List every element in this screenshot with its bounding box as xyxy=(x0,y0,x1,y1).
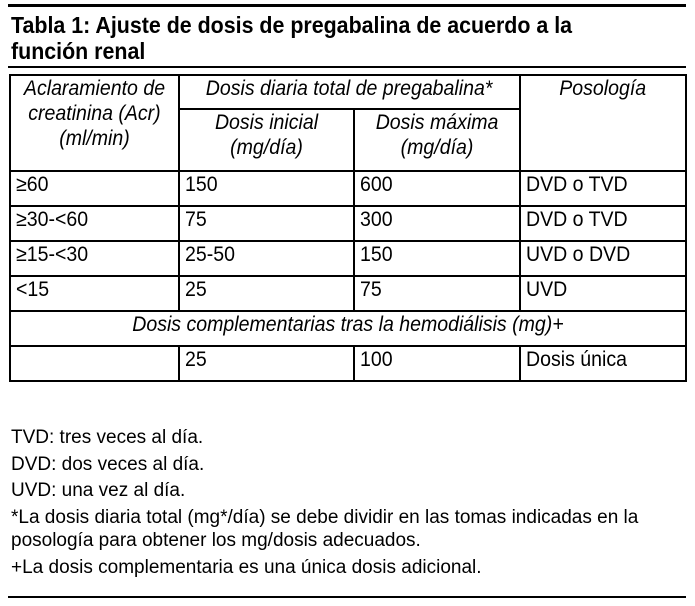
table-title: Tabla 1: Ajuste de dosis de pregabalina de acuerdo a la función renal xyxy=(11,12,573,64)
header-row-1 xyxy=(10,75,686,109)
table-row xyxy=(10,346,686,381)
cell-max-dose: 100 xyxy=(354,346,520,381)
footnote-tvd: TVD: tres veces al día. xyxy=(11,427,204,448)
top-rule xyxy=(8,4,686,7)
cell-initial-dose: 75 xyxy=(179,206,354,241)
cell-max-dose: 600 xyxy=(354,171,520,206)
bottom-rule xyxy=(8,596,686,598)
header-max-dose: Dosis máxima (mg/día) xyxy=(354,109,520,171)
cell-posology: Dosis única xyxy=(520,346,686,381)
footnote-daily-dose: *La dosis diaria total (mg*/día) se debe dividir en las tomas indicadas en la posología para obtener los mg/dosis adecuados. xyxy=(11,506,639,551)
cell-clearance: ≥60 xyxy=(10,171,179,206)
cell-initial-dose: 25 xyxy=(179,276,354,311)
cell-posology: DVD o TVD xyxy=(520,171,686,206)
header-initial-dose: Dosis inicial (mg/día) xyxy=(179,109,354,171)
cell-max-dose: 150 xyxy=(354,241,520,276)
cell-max-dose: 75 xyxy=(354,276,520,311)
footnote-uvd: UVD: una vez al día. xyxy=(11,480,186,501)
title-rule xyxy=(8,66,686,68)
header-clearance: Aclaramiento de creatinina (Acr) (ml/min) xyxy=(10,75,179,171)
header-daily-dose-group: Dosis diaria total de pregabalina* xyxy=(179,75,520,109)
footnote-complementary: +La dosis complementaria es una única dosis adicional. xyxy=(11,556,482,578)
cell-max-dose: 300 xyxy=(354,206,520,241)
footnote-dvd: DVD: dos veces al día. xyxy=(11,453,205,475)
cell-clearance xyxy=(10,346,179,381)
cell-clearance: ≥15-<30 xyxy=(10,241,179,276)
hemodialysis-header: Dosis complementarias tras la hemodiálisis (mg)+ xyxy=(10,311,686,346)
hemodialysis-header-row xyxy=(10,311,686,346)
cell-initial-dose: 25 xyxy=(179,346,354,381)
cell-initial-dose: 150 xyxy=(179,171,354,206)
table-row xyxy=(10,276,686,311)
cell-posology: UVD o DVD xyxy=(520,241,686,276)
table-row xyxy=(10,206,686,241)
header-posology: Posología xyxy=(520,75,686,171)
cell-posology: UVD xyxy=(520,276,686,311)
cell-clearance: ≥30-<60 xyxy=(10,206,179,241)
dosage-table xyxy=(9,74,687,382)
table-row xyxy=(10,241,686,276)
cell-posology: DVD o TVD xyxy=(520,206,686,241)
cell-initial-dose: 25-50 xyxy=(179,241,354,276)
table-row xyxy=(10,171,686,206)
footnotes xyxy=(11,426,683,582)
cell-clearance: <15 xyxy=(10,276,179,311)
